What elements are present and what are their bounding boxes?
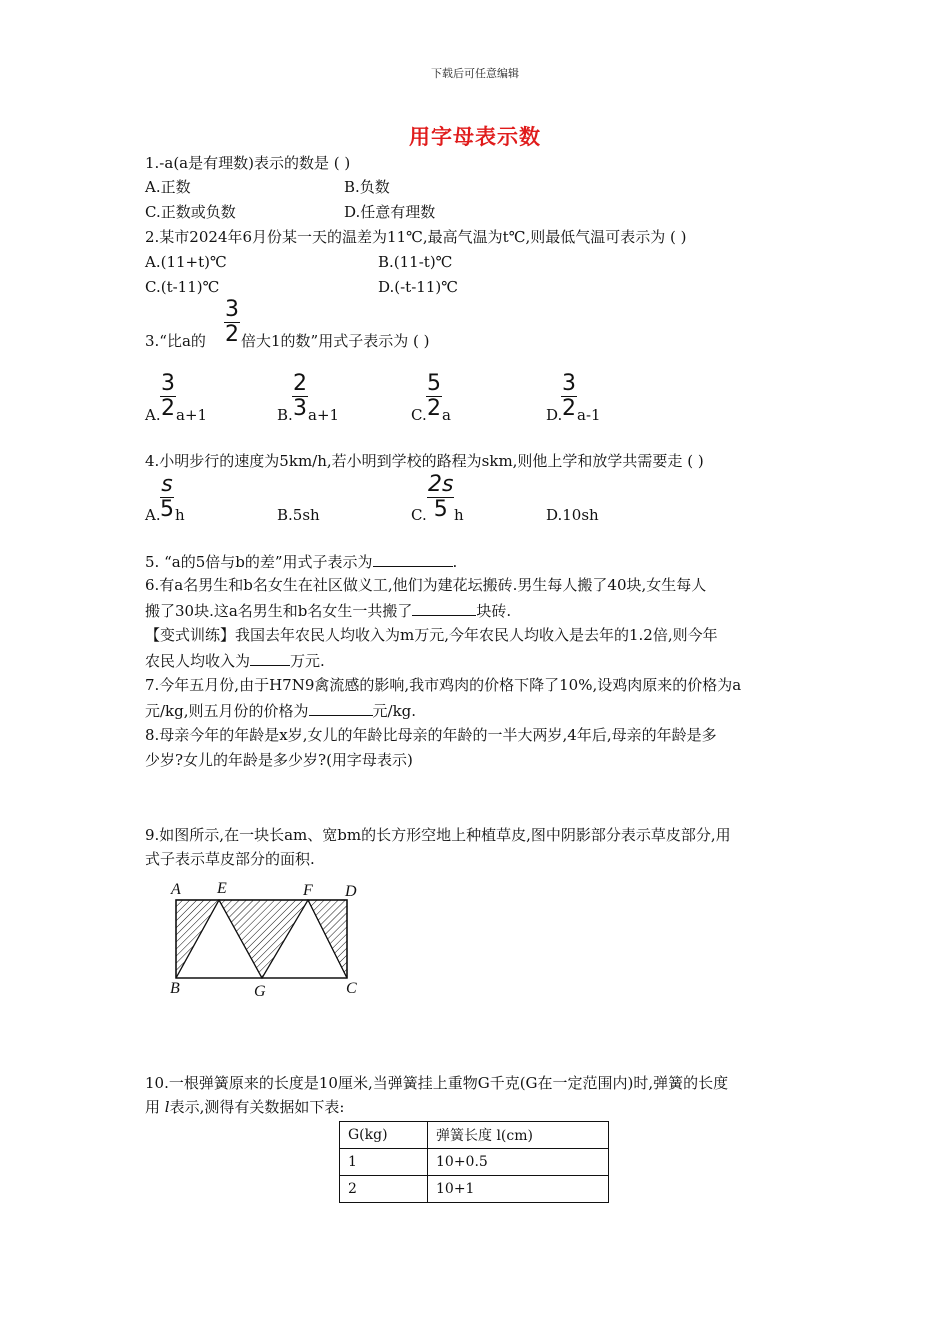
q7-text-post: 元/kg. — [372, 702, 417, 720]
q3-option-a-fraction — [160, 373, 176, 420]
fraction-numerator: 3 — [562, 371, 576, 396]
q2-stem: 2.某市2024年6月份某一天的温差为11℃,最高气温为t℃,则最低气温可表示为 ( ) — [145, 228, 687, 246]
q3-stem-post: 倍大1的数”用式子表示为 ( ) — [241, 332, 430, 350]
q3-stem-pre: 3.“比a的 — [145, 332, 206, 350]
q7-text-pre: 元/kg,则五月份的价格为 — [145, 702, 309, 720]
q2-option-b: B.(11-t)℃ — [378, 253, 453, 271]
q2-option-a: A.(11+t)℃ — [145, 253, 227, 271]
table-cell: 2 — [340, 1176, 428, 1203]
fraction-numerator: s — [161, 472, 173, 497]
table-header-cell: 弹簧长度 l(cm) — [428, 1122, 609, 1149]
fraction-numerator: 2s — [428, 472, 454, 497]
label-g: G — [254, 983, 266, 1000]
q10-line1: 10.一根弹簧原来的长度是10厘米,当弹簧挂上重物G千克(G在一定范围内)时,弹簧的长度 — [145, 1074, 729, 1092]
q1-option-c: C.正数或负数 — [145, 203, 236, 221]
q3-option-a-tail: a+1 — [176, 406, 208, 424]
table-row — [340, 1149, 609, 1176]
q8-line2: 少岁?女儿的年龄是多少岁?(用字母表示) — [145, 751, 413, 769]
q3-option-d-label: D. — [546, 406, 563, 424]
q10-text-post: 表示,测得有关数据如下表: — [169, 1098, 345, 1116]
q6-text-post: 块砖. — [476, 602, 512, 620]
q10-variable-l: l — [164, 1098, 170, 1116]
q4-option-c-fraction — [427, 474, 454, 521]
variant-line1: 【变式训练】我国去年农民人均收入为m万元,今年农民人均收入是去年的1.2倍,则今年 — [145, 626, 718, 644]
page-title: 用字母表示数 — [409, 124, 541, 149]
table-header-cell: G(kg) — [340, 1122, 428, 1149]
q7-answer-blank[interactable] — [309, 703, 373, 716]
q3-option-b-label: B. — [277, 406, 293, 424]
fraction-denominator: 2 — [161, 396, 175, 421]
q3-option-a-label: A. — [145, 406, 161, 424]
q1-stem: 1.-a(a是有理数)表示的数是 ( ) — [145, 154, 351, 172]
fraction-denominator: 3 — [293, 396, 307, 421]
variant-text-pre: 农民人均收入为 — [145, 652, 251, 670]
q3-option-c-label: C. — [411, 406, 427, 424]
q4-option-a-tail: h — [175, 506, 185, 524]
table-cell: 10+0.5 — [428, 1149, 609, 1176]
q9-line2: 式子表示草皮部分的面积. — [145, 850, 315, 868]
label-c: C — [346, 980, 357, 997]
q5-answer-blank[interactable] — [373, 554, 453, 567]
variant-text-post: 万元. — [290, 652, 325, 670]
q3-option-b-tail: a+1 — [308, 406, 340, 424]
q3-option-c-tail: a — [442, 406, 451, 424]
fraction-denominator: 2 — [427, 396, 441, 421]
q3-option-d-tail: a-1 — [577, 406, 601, 424]
q6-line2 — [145, 603, 511, 619]
q5-text-post: . — [452, 553, 458, 571]
fraction-denominator: 2 — [562, 396, 576, 421]
label-d: D — [345, 883, 357, 900]
q2-option-c: C.(t-11)℃ — [145, 278, 220, 296]
q4-option-d: D.10sh — [546, 506, 599, 524]
fraction-denominator: 5 — [433, 497, 448, 522]
q5-line — [145, 554, 457, 570]
fraction-numerator: 2 — [293, 371, 307, 396]
q7-line1: 7.今年五月份,由于H7N9禽流感的影响,我市鸡肉的价格下降了10%,设鸡肉原来的价格为a — [145, 676, 742, 694]
spring-data-table — [339, 1121, 609, 1203]
q10-text-pre: 用 — [145, 1098, 165, 1116]
q1-option-b: B.负数 — [344, 178, 390, 196]
fraction-numerator: 5 — [427, 371, 441, 396]
q3-option-d-fraction — [561, 373, 577, 420]
q4-option-b: B.5sh — [277, 506, 320, 524]
q2-option-d: D.(-t-11)℃ — [378, 278, 458, 296]
fraction-numerator: 3 — [161, 371, 175, 396]
q6-answer-blank[interactable] — [412, 603, 476, 616]
q4-option-c-tail: h — [454, 506, 464, 524]
q10-line2 — [145, 1100, 344, 1115]
q6-line1: 6.有a名男生和b名女生在社区做义工,他们为建花坛搬砖.男生每人搬了40块,女生每人 — [145, 576, 707, 594]
table-header-row — [340, 1122, 609, 1149]
fraction-numerator: 3 — [225, 297, 239, 322]
label-f: F — [303, 882, 313, 899]
variant-line2 — [145, 653, 325, 669]
q1-option-d: D.任意有理数 — [344, 203, 436, 221]
variant-answer-blank[interactable] — [250, 653, 290, 666]
q4-stem: 4.小明步行的速度为5km/h,若小明到学校的路程为skm,则他上学和放学共需要走 ( ) — [145, 452, 704, 470]
fraction-denominator: 2 — [225, 322, 239, 347]
q3-option-c-fraction — [426, 373, 442, 420]
table-cell: 10+1 — [428, 1176, 609, 1203]
fraction-denominator: 5 — [160, 497, 174, 522]
page-header: 下载后可任意编辑 — [431, 67, 519, 80]
q7-line2 — [145, 703, 416, 719]
table-cell: 1 — [340, 1149, 428, 1176]
label-b: B — [170, 980, 180, 997]
label-a: A — [171, 881, 181, 898]
q8-line1: 8.母亲今年的年龄是x岁,女儿的年龄比母亲的年龄的一半大两岁,4年后,母亲的年龄是多 — [145, 726, 717, 744]
shaded-triangle-middle — [219, 900, 308, 978]
q3-stem-fraction — [224, 299, 240, 346]
q4-option-c-label: C. — [411, 506, 427, 524]
q1-option-a: A.正数 — [145, 178, 191, 196]
table-row — [340, 1176, 609, 1203]
q6-text-pre: 搬了30块.这a名男生和b名女生一共搬了 — [145, 602, 413, 620]
q4-option-a-fraction — [160, 474, 174, 521]
q5-text-pre: 5. “a的5倍与b的差”用式子表示为 — [145, 553, 373, 571]
q3-option-b-fraction — [292, 373, 308, 420]
label-e: E — [217, 880, 227, 897]
q4-option-a-label: A. — [145, 506, 161, 524]
rectangle-figure — [165, 875, 370, 1000]
q9-line1: 9.如图所示,在一块长am、宽bm的长方形空地上种植草皮,图中阴影部分表示草皮部分,用 — [145, 826, 731, 844]
